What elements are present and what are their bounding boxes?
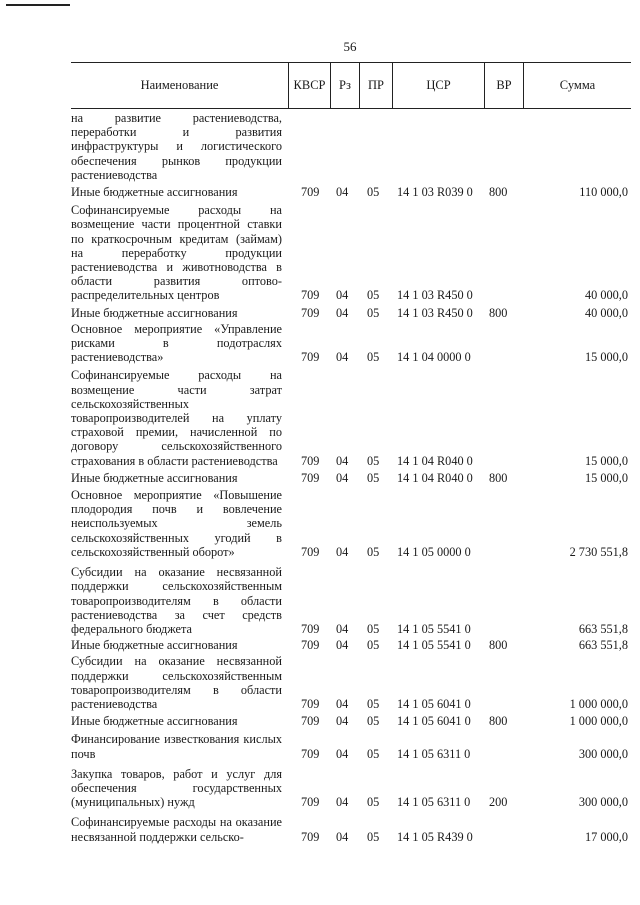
row-sum: 17 000,0 <box>584 829 628 844</box>
row-name: Субсидии на оказание несвязанной поддержки сельскохозяйственным товаропроизводителям в области растениеводства <box>71 654 282 711</box>
header-vr: ВР <box>484 63 523 108</box>
header-sum: Сумма <box>523 63 631 108</box>
row-name: Закупка товаров, работ и услуг для обеспечения государственных (муниципальных) нужд <box>71 766 282 810</box>
row-kvsr: 709 <box>301 350 320 365</box>
row-rz: 04 <box>336 453 349 468</box>
row-csr: 14 1 05 6311 0 <box>397 746 471 761</box>
row-kvsr: 709 <box>301 288 320 303</box>
row-name: на развитие растениеводства, переработки и развития инфраструктуры и логистического обеспечения рынков продукции растениеводства <box>71 111 282 182</box>
row-pr: 05 <box>367 696 380 711</box>
row-csr: 14 1 05 6041 0 <box>397 696 471 711</box>
row-pr: 05 <box>367 305 380 320</box>
row-pr: 05 <box>367 714 380 729</box>
row-sum: 110 000,0 <box>579 185 628 200</box>
row-vr: 200 <box>489 795 508 810</box>
row-name: Финансирование известкования кислых почв <box>71 732 282 761</box>
row-rz: 04 <box>336 638 349 653</box>
table-row <box>71 815 631 843</box>
table-row <box>71 111 631 182</box>
row-sum: 1 000 000,0 <box>569 696 628 711</box>
row-name: Субсидии на оказание несвязанной поддержки сельскохозяйственным товаропроизводителям в области растениеводства за счет средств федерального бюджета <box>71 565 282 636</box>
row-kvsr: 709 <box>301 714 320 729</box>
row-pr: 05 <box>367 544 380 559</box>
row-pr: 05 <box>367 795 380 810</box>
row-vr: 800 <box>489 638 508 653</box>
row-kvsr: 709 <box>301 185 320 200</box>
table-row <box>71 638 631 652</box>
row-pr: 05 <box>367 746 380 761</box>
row-rz: 04 <box>336 470 349 485</box>
header-kvsr: КВСР <box>288 63 330 108</box>
table-row <box>71 322 631 365</box>
table-body <box>71 111 631 844</box>
table-row <box>71 185 631 199</box>
table-row <box>71 714 631 728</box>
row-csr: 14 1 04 0000 0 <box>397 350 471 365</box>
table-row <box>71 732 631 760</box>
row-name: Основное мероприятие «Управление рисками в подотраслях растениеводства» <box>71 321 282 365</box>
row-csr: 14 1 05 R439 0 <box>397 829 473 844</box>
row-name: Иные бюджетные ассигнования <box>71 185 238 200</box>
row-kvsr: 709 <box>301 638 320 653</box>
row-vr: 800 <box>489 714 508 729</box>
row-pr: 05 <box>367 453 380 468</box>
row-csr: 14 1 04 R040 0 <box>397 453 473 468</box>
header-rz: Рз <box>330 63 359 108</box>
row-pr: 05 <box>367 288 380 303</box>
row-sum: 15 000,0 <box>584 470 628 485</box>
row-name: Софинансируемые расходы на оказание несвязанной поддержки сельско- <box>71 815 282 844</box>
row-csr: 14 1 03 R039 0 <box>397 185 473 200</box>
row-sum: 1 000 000,0 <box>569 714 628 729</box>
row-kvsr: 709 <box>301 829 320 844</box>
row-name: Софинансируемые расходы на возмещение части затрат сельскохозяйственных товаропроизводителей на уплату страховой премии, начисленной по договору сельскохозяйственного страхования в области растениеводства <box>71 368 282 468</box>
row-rz: 04 <box>336 714 349 729</box>
row-rz: 04 <box>336 829 349 844</box>
table-row <box>71 368 631 467</box>
table-row <box>71 654 631 711</box>
row-kvsr: 709 <box>301 453 320 468</box>
row-sum: 15 000,0 <box>584 453 628 468</box>
row-rz: 04 <box>336 350 349 365</box>
table-row <box>71 565 631 636</box>
row-csr: 14 1 05 0000 0 <box>397 544 471 559</box>
row-name: Иные бюджетные ассигнования <box>71 305 238 320</box>
row-vr: 800 <box>489 470 508 485</box>
row-sum: 663 551,8 <box>578 638 628 653</box>
page-number: 56 <box>343 39 357 54</box>
row-pr: 05 <box>367 185 380 200</box>
row-sum: 300 000,0 <box>578 746 628 761</box>
row-name: Софинансируемые расходы на возмещение части процентной ставки по краткосрочным кредитам (займам) на переработку продукции растениеводства и животноводства в области развития оптово-распределительных центров <box>71 203 282 303</box>
row-sum: 663 551,8 <box>578 621 628 636</box>
table-row <box>71 471 631 485</box>
row-sum: 40 000,0 <box>584 305 628 320</box>
row-rz: 04 <box>336 305 349 320</box>
budget-table <box>71 62 631 844</box>
table-header <box>71 62 631 109</box>
scan-artifact-line <box>6 4 70 6</box>
row-kvsr: 709 <box>301 470 320 485</box>
row-rz: 04 <box>336 795 349 810</box>
row-vr: 800 <box>489 305 508 320</box>
row-sum: 2 730 551,8 <box>569 544 628 559</box>
row-rz: 04 <box>336 544 349 559</box>
row-pr: 05 <box>367 470 380 485</box>
row-rz: 04 <box>336 746 349 761</box>
row-rz: 04 <box>336 288 349 303</box>
row-csr: 14 1 05 6311 0 <box>397 795 471 810</box>
table-row <box>71 488 631 559</box>
row-csr: 14 1 05 5541 0 <box>397 621 471 636</box>
header-name: Наименование <box>140 78 219 92</box>
row-sum: 15 000,0 <box>584 350 628 365</box>
row-rz: 04 <box>336 696 349 711</box>
row-pr: 05 <box>367 638 380 653</box>
row-pr: 05 <box>367 621 380 636</box>
row-kvsr: 709 <box>301 305 320 320</box>
row-csr: 14 1 03 R450 0 <box>397 288 473 303</box>
row-name: Иные бюджетные ассигнования <box>71 470 238 485</box>
header-pr: ПР <box>359 63 392 108</box>
row-sum: 300 000,0 <box>578 795 628 810</box>
row-rz: 04 <box>336 621 349 636</box>
row-name: Иные бюджетные ассигнования <box>71 714 238 729</box>
row-pr: 05 <box>367 829 380 844</box>
row-kvsr: 709 <box>301 544 320 559</box>
row-sum: 40 000,0 <box>584 288 628 303</box>
row-csr: 14 1 03 R450 0 <box>397 305 473 320</box>
row-csr: 14 1 05 6041 0 <box>397 714 471 729</box>
table-row <box>71 306 631 320</box>
table-row <box>71 767 631 810</box>
row-kvsr: 709 <box>301 621 320 636</box>
row-csr: 14 1 04 R040 0 <box>397 470 473 485</box>
table-row <box>71 203 631 302</box>
row-pr: 05 <box>367 350 380 365</box>
row-name: Иные бюджетные ассигнования <box>71 638 238 653</box>
row-csr: 14 1 05 5541 0 <box>397 638 471 653</box>
row-vr: 800 <box>489 185 508 200</box>
row-kvsr: 709 <box>301 795 320 810</box>
row-kvsr: 709 <box>301 746 320 761</box>
header-csr: ЦСР <box>392 63 484 108</box>
row-name: Основное мероприятие «Повышение плодородия почв и вовлечение неиспользуемых земель сельскохозяйственных угодий в сельскохозяйственный оборот» <box>71 488 282 559</box>
row-rz: 04 <box>336 185 349 200</box>
row-kvsr: 709 <box>301 696 320 711</box>
